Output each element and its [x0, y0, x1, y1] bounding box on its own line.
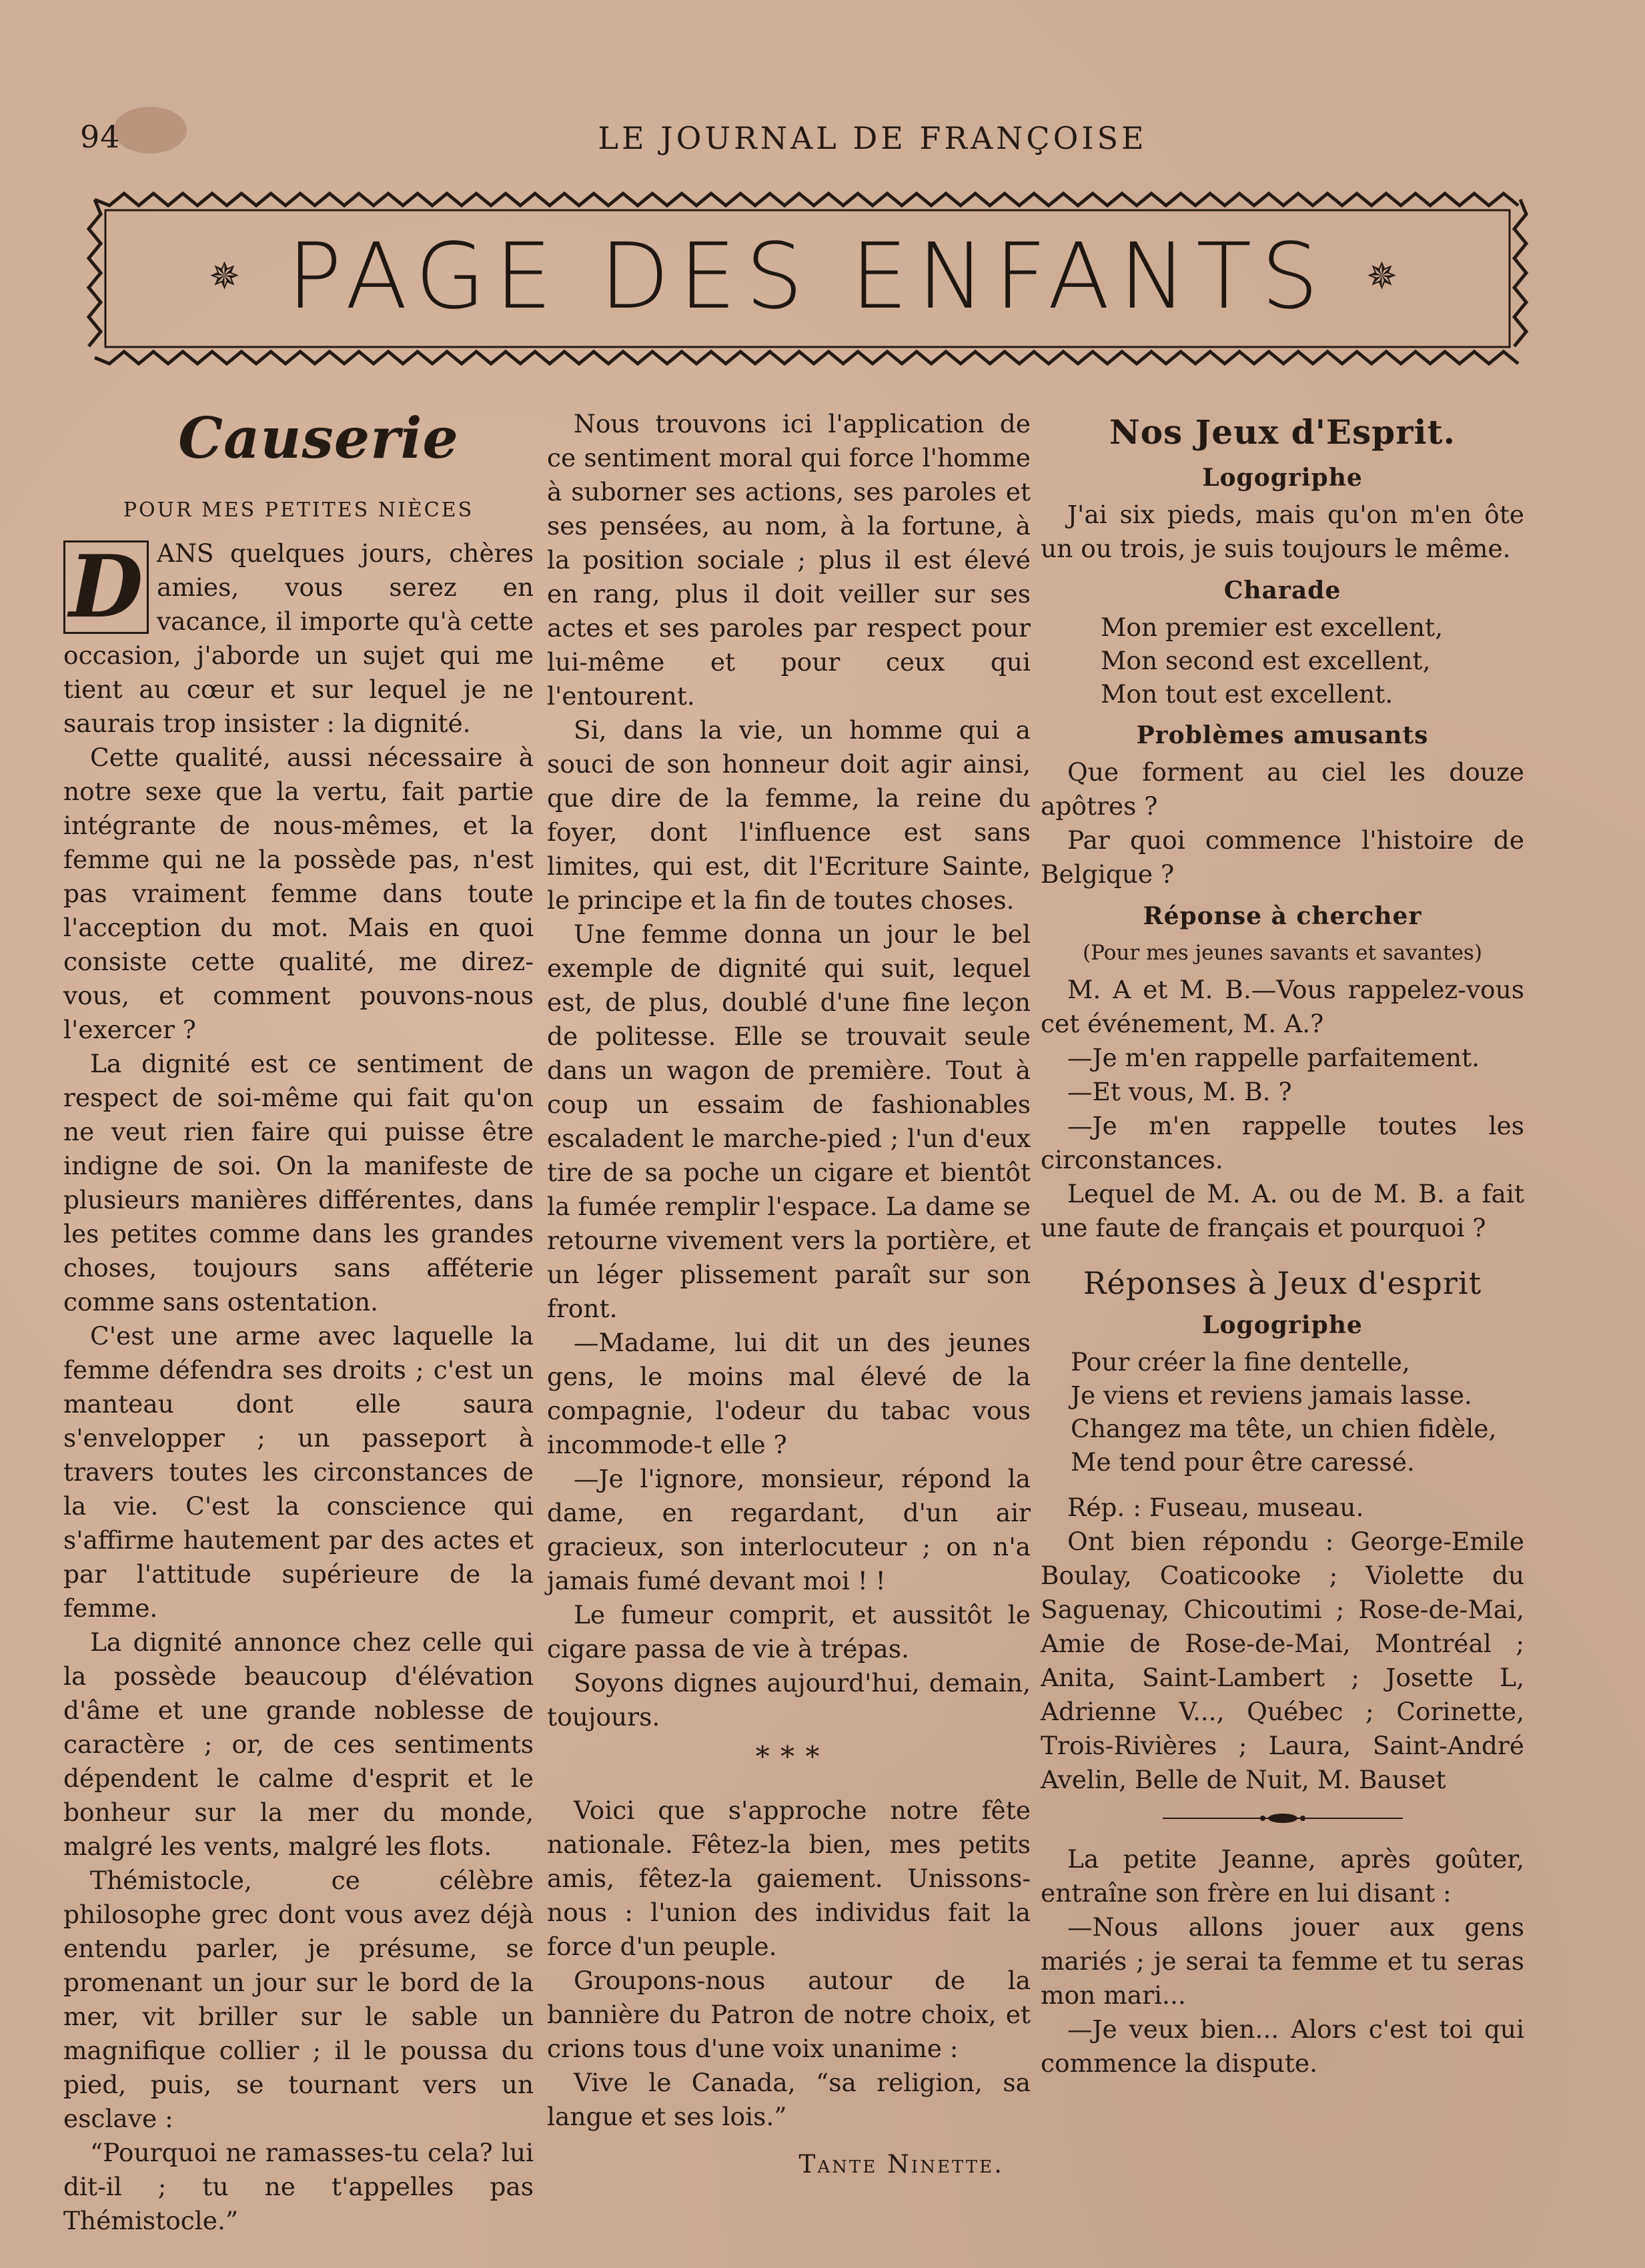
drop-cap-letter: D	[69, 537, 143, 637]
paragraph: La dignité annonce chez celle qui la possède beaucoup d'élévation d'âme et une grande noblesse de caractère ; or, de ces sentiments dépendent le calme d'esprit et le bonheur sur la mer du monde, malgré les vents, malgré les flots.	[63, 1627, 534, 1861]
paragraph: —Je m'en rappelle parfaitement.	[1067, 1043, 1480, 1072]
drop-cap	[63, 537, 149, 637]
section-title: Nos Jeux d'Esprit.	[1109, 412, 1456, 452]
paragraph: Soyons dignes aujourd'hui, demain, toujours.	[547, 1668, 1031, 1732]
paragraph: Le fumeur comprit, et aussitôt le cigare passa de vie à trépas.	[547, 1600, 1031, 1663]
column-causerie	[63, 397, 534, 2238]
paragraph: M. A et M. B.—Vous rappelez-vous cet événement, M. A.?	[1041, 975, 1524, 1038]
subsection-heading: Réponse à chercher	[1143, 902, 1422, 930]
frame-zigzag-edge	[95, 352, 1518, 364]
paragraph: “Pourquoi ne ramasses-tu cela? lui dit-il ; tu ne t'appelles pas Thémistocle.”	[63, 2138, 534, 2235]
paragraph: La dignité est ce sentiment de respect de soi-même qui fait qu'on ne veut rien faire qui puisse être indigne de soi. On la manifeste de plusieurs manières différentes, dans les petites comme dans les grandes choses, toujours sans afféterie comme sans ostentation.	[63, 1049, 534, 1316]
verse-line: Me tend pour être caressé.	[1071, 1447, 1415, 1477]
asterism-divider: * * *	[755, 1740, 822, 1773]
frame-zigzag-edge	[95, 194, 1518, 206]
paragraph: Cette qualité, aussi nécessaire à notre sexe que la vertu, fait partie intégrante de nous-mêmes, et la femme qui ne la possède pas, n'est pas vraiment femme dans toute l'acception du mot. Mais en quoi consiste cette qualité, me direz-vous, et comment pouvons-nous l'exercer ?	[63, 743, 534, 1044]
title-banner	[85, 190, 1530, 367]
star-ornament-icon: ✵	[209, 255, 240, 298]
subsection-heading: Charade	[1223, 577, 1341, 605]
paragraph: Thémistocle, ce célèbre philosophe grec dont vous avez déjà entendu parler, je présume, se promenant un jour sur le bord de la mer, vit briller sur le sable un magnifique collier ; il le poussa du pied, puis, se tournant vers un esclave :	[63, 1866, 534, 2133]
paragraph: Si, dans la vie, un homme qui a souci de son honneur doit agir ainsi, que dire de la femme, la reine du foyer, dont l'influence est sans limites, qui est, dit l'Ecriture Sainte, le principe et la fin de toutes choses.	[547, 715, 1031, 915]
star-ornament-icon: ✵	[1366, 255, 1398, 298]
verse-line: Pour créer la fine dentelle,	[1071, 1347, 1410, 1377]
verse-line: Mon second est excellent,	[1101, 646, 1431, 675]
subsection-note: (Pour mes jeunes savants et savantes)	[1083, 941, 1482, 965]
paragraph: —Je l'ignore, monsieur, répond la dame, en regardant, d'un air gracieux, son interlocuteur ; on n'a jamais fumé devant moi ! !	[547, 1464, 1031, 1595]
verse-line: Mon tout est excellent.	[1101, 679, 1394, 709]
section-title: Réponses à Jeux d'esprit	[1083, 1265, 1482, 1301]
paragraph: La petite Jeanne, après goûter, entraîne son frère en lui disant :	[1041, 1844, 1524, 1908]
paragraph: Ont bien répondu : George-Emile Boulay, Coaticooke ; Violette du Saguenay, Chicoutimi ; Rose-de-Mai, Amie de Rose-de-Mai, Montréal ; Anita, Saint-Lambert ; Josette L, Adrienne V..., Québec ; Corinette, Trois-Rivières ; Laura, Saint-André Avelin, Belle de Nuit, M. Bauset	[1041, 1527, 1524, 1794]
paragraph: J'ai six pieds, mais qu'on m'en ôte un ou trois, je suis toujours le même.	[1041, 500, 1524, 563]
verse-line: Mon premier est excellent,	[1101, 613, 1444, 642]
paragraph: —Madame, lui dit un des jeunes gens, le moins mal élevé de la compagnie, l'odeur du tabac vous incommode-t elle ?	[547, 1328, 1031, 1459]
paragraph: Nous trouvons ici l'application de ce sentiment moral qui force l'homme à suborner ses actions, ses paroles et ses pensées, au nom, à la fortune, à la position sociale ; plus il est élevé en rang, plus il doit veiller sur ses actes et ses paroles par respect pour lui-même et pour ceux qui l'entourent.	[547, 409, 1031, 711]
column-jeux-esprit	[1041, 414, 1524, 2081]
subsection-heading: Logogriphe	[1202, 464, 1363, 492]
paragraph: Une femme donna un jour le bel exemple de dignité qui suit, lequel est, de plus, doublé d'une fine leçon de politesse. Elle se trouvait seule dans un wagon de première. Tout à coup un essaim de fashionables escaladent le marche-pied ; l'un d'eux tire de sa poche un cigare et bientôt la fumée remplir l'espace. La dame se retourne vivement vers la portière, et un léger plissement paraît sur son front.	[547, 919, 1031, 1323]
paragraph: —Je veux bien... Alors c'est toi qui commence la dispute.	[1041, 2014, 1524, 2078]
paragraph: Vive le Canada, “sa religion, sa langue et ses lois.”	[547, 2068, 1031, 2131]
subsection-heading: Problèmes amusants	[1136, 721, 1429, 749]
subsection-heading: Logogriphe	[1202, 1311, 1363, 1339]
paragraph: —Je m'en rappelle toutes les circonstances.	[1041, 1111, 1524, 1174]
charade-verse	[1101, 611, 1524, 711]
paragraph: Voici que s'approche notre fête nationale. Fêtez-la bien, mes petits amis, fêtez-la gaiement. Unissons-nous : l'union des individus fait la force d'un peuple.	[547, 1796, 1031, 1961]
paragraph: Que forment au ciel les douze apôtres ?	[1041, 757, 1524, 821]
section-title: Causerie	[178, 405, 459, 471]
answer-verse	[1071, 1345, 1524, 1479]
page-number: 94	[80, 119, 121, 155]
ornamental-divider	[1163, 1812, 1403, 1825]
section-subtitle: POUR MES PETITES NIÈCES	[123, 498, 474, 522]
column-continuation	[547, 407, 1031, 2181]
signature: Tante Ninette.	[798, 2149, 1004, 2179]
page-title: PAGE DES ENFANTS	[287, 224, 1328, 330]
running-head: LE JOURNAL DE FRANÇOISE	[598, 120, 1147, 156]
paragraph: Groupons-nous autour de la bannière du Patron de notre choix, et crions tous d'une voix unanime :	[547, 1966, 1031, 2063]
verse-line: Changez ma tête, un chien fidèle,	[1071, 1414, 1497, 1443]
paragraph: C'est une arme avec laquelle la femme défendra ses droits ; c'est un manteau dont elle saura s'envelopper ; un passeport à travers toutes les circonstances de la vie. C'est la conscience qui s'affirme hautement par des actes et par l'attitude supérieure de la femme.	[63, 1321, 534, 1623]
paragraph: Rép. : Fuseau, museau.	[1067, 1493, 1364, 1522]
paragraph: Par quoi commence l'histoire de Belgique ?	[1041, 825, 1524, 889]
paragraph: —Nous allons jouer aux gens mariés ; je serai ta femme et tu seras mon mari...	[1041, 1912, 1524, 2010]
paragraph: Lequel de M. A. ou de M. B. a fait une faute de français et pourquoi ?	[1041, 1179, 1524, 1242]
verse-line: Je viens et reviens jamais lasse.	[1071, 1381, 1472, 1410]
paragraph: —Et vous, M. B. ?	[1067, 1077, 1292, 1106]
paragraph: ANS quelques jours, chères amies, vous serez en vacance, il importe qu'à cette occasion, j'aborde un sujet qui me tient au cœur et sur lequel je ne saurais trop insister : la dignité.	[63, 538, 534, 738]
